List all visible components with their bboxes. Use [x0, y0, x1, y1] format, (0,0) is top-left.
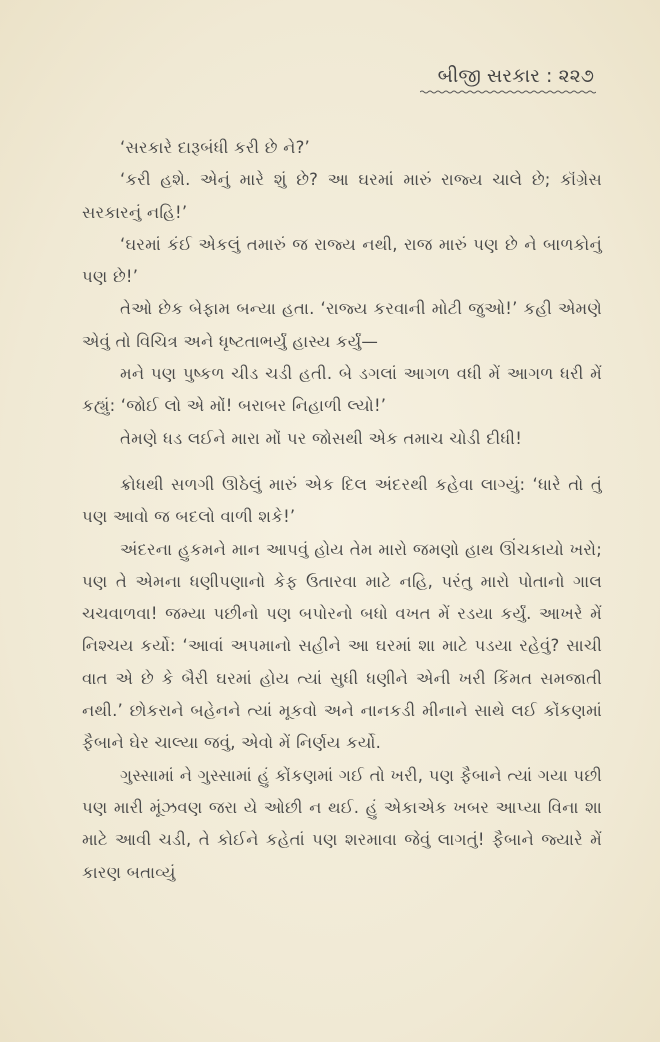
paragraph: અંદરના હુકમને માન આપવું હોય તેમ મારો જમણો હાથ ઊંચકાયો ખરો; પણ તે એમના ધણીપણાનો કેફ ઉતારવા માટે નહિ, પરંતુ મારો પોતાનો ગાલ ચચવાળવા! જમ્યા પછીનો પણ બપોરનો બધો વખત મેં રડયા કર્યું. આખરે મેં નિશ્ચય કર્યો: ‘આવાં અપમાનો સહીને આ ઘરમાં શા માટે પડયા રહેવું? સાચી વાત એ છે કે બૈરી ઘરમાં હોય ત્યાં સુધી ધણીને એની ખરી કિંમત સમજાતી નથી.’ છોકરાને બહેનને ત્યાં મૂકવો અને નાનકડી મીનાને સાથે લઈ કોંકણમાં ફૈબાને ઘેર ચાલ્યા જવું, એવો મેં નિર્ણય કર્યો.	[82, 539, 602, 753]
paragraph: તેઓ છેક બેફામ બન્યા હતા. ‘રાજ્ય કરવાની મોટી જુઓ!’ કહી એમણે એવું તો વિચિત્ર અને ધૃષ્ટતાભર્યું હાસ્ય કર્યું—	[82, 299, 602, 351]
paragraph: ક્રોધથી સળગી ઊઠેલું મારું એક દિલ અંદરથી કહેવા લાગ્યું: ‘ધારે તો તું પણ આવો જ બદલો વાળી શકે!’	[82, 474, 602, 527]
paragraph: ‘ઘરમાં કંઈ એકલું તમારું જ રાજ્ય નથી, રાજ મારું પણ છે ને બાળકોનું પણ છે!’	[82, 234, 602, 287]
paragraph: તેમણે ધડ લઈને મારા મોં પર જોસથી એક તમાચ ચોડી દીધી!	[120, 428, 523, 448]
paragraph: ‘કરી હશે. એનું મારે શું છે? આ ઘરમાં મારું રાજ્ય ચાલે છે; કૉંગ્રેસ સરકારનું નહિ!’	[82, 170, 602, 222]
running-head: બીજી સરકાર : ૨૨૭	[437, 65, 594, 87]
paragraph: ગુસ્સામાં ને ગુસ્સામાં હું કોંકણમાં ગઈ તો ખરી, પણ ફૈબાને ત્યાં ગયા પછી પણ મારી મૂંઝવણ જરા યે ઓછી ન થઈ. હું એકાએક ખબર આપ્યા વિના શા માટે આવી ચડી, તે કોઈને કહેતાં પણ શરમાવા જેવું લાગતું! ફૈબાને જ્યારે મેં કારણ બતાવ્યું	[82, 765, 602, 882]
wavy-rule	[420, 90, 596, 94]
paragraph: મને પણ પુષ્કળ ચીડ ચડી હતી. બે ડગલાં આગળ વધી મેં આગળ ધરી મેં કહ્યું: ‘જોઈ લો એ મોં! બરાબર નિહાળી લ્યો!’	[82, 364, 602, 416]
paragraph: ‘સરકારે દારૂબંધી કરી છે ને?’	[120, 138, 311, 157]
body-text	[82, 132, 602, 889]
